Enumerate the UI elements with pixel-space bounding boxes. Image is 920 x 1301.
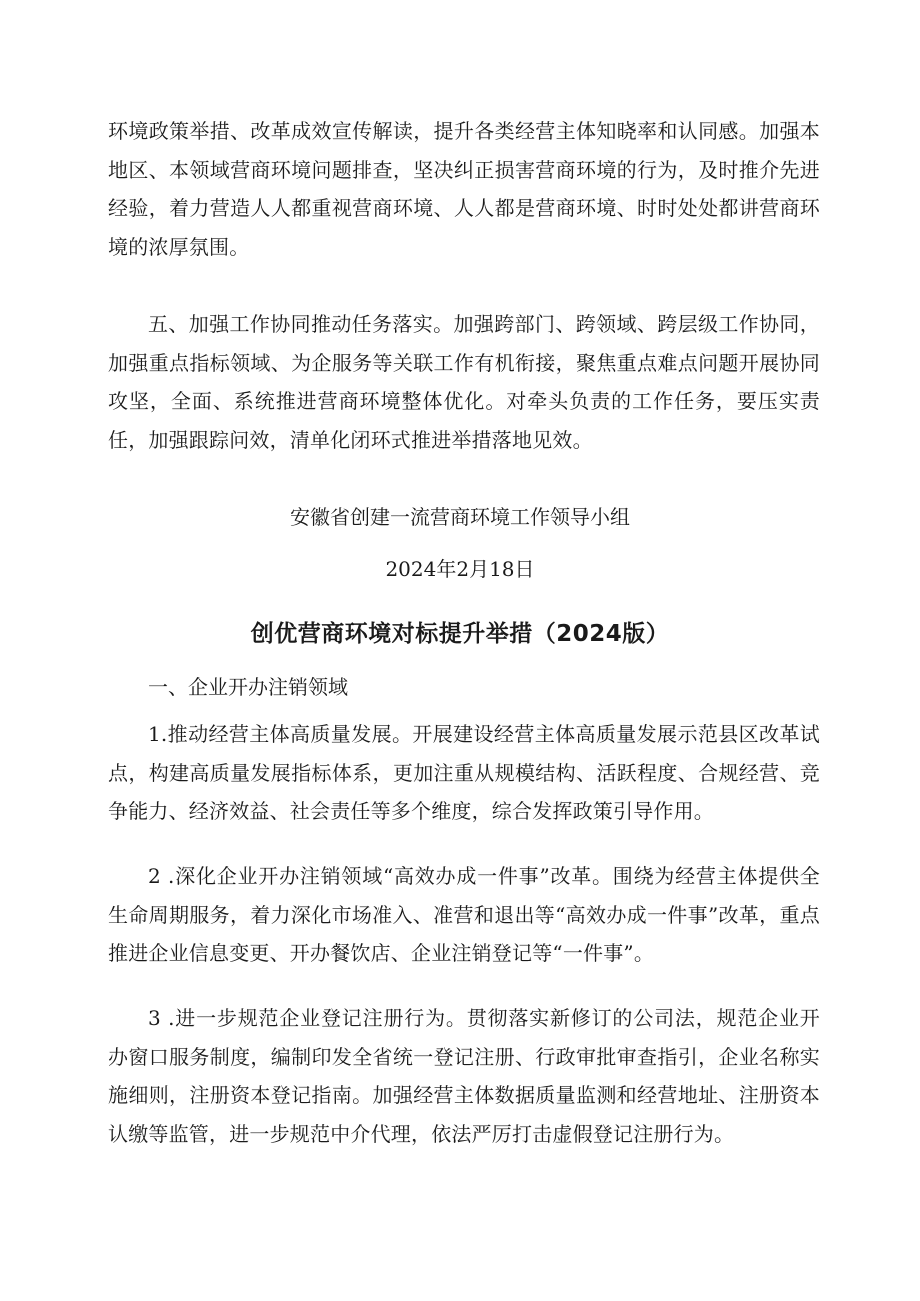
paragraph-continuation: 环境政策举措、改革成效宣传解读，提升各类经营主体知晓率和认同感。加强本地区、本领域营商环境问题排查，坚决纠正损害营商环境的行为，及时推介先进经验，着力营造人人都重视营商环境、人人都是营商环境、时时处处都讲营商环境的浓厚氛围。 (108, 119, 820, 259)
document-title: 创优营商环境对标提升举措（2024版） (250, 621, 670, 647)
signature-issuer: 安徽省创建一流营商环境工作领导小组 (290, 505, 630, 529)
item-1: 1.推动经营主体高质量发展。开展建设经营主体高质量发展示范县区改革试点，构建高质量发展指标体系，更加注重从规模结构、活跃程度、合规经营、竞争能力、经济效益、社会责任等多个维度，综合发挥政策引导作用。 (108, 722, 820, 823)
paragraph-five: 五、加强工作协同推动任务落实。加强跨部门、跨领域、跨层级工作协同，加强重点指标领域、为企服务等关联工作有机衔接，聚焦重点难点问题开展协同攻坚，全面、系统推进营商环境整体优化。对牵头负责的工作任务，要压实责任，加强跟踪问效，清单化闭环式推进举措落地见效。 (108, 312, 820, 452)
signature-date: 2024年2月18日 (385, 557, 535, 581)
item-3: 3 .进一步规范企业登记注册行为。贯彻落实新修订的公司法，规范企业开办窗口服务制度，编制印发全省统一登记注册、行政审批审查指引，企业名称实施细则，注册资本登记指南。加强经营主体数据质量监测和经营地址、注册资本认缴等监管，进一步规范中介代理，依法严厉打击虚假登记注册行为。 (108, 1006, 820, 1146)
section-heading: 一、企业开办注销领域 (148, 675, 348, 699)
item-2: 2 .深化企业开办注销领域“高效办成一件事”改革。围绕为经营主体提供全生命周期服务，着力深化市场准入、准营和退出等“高效办成一件事”改革，重点推进企业信息变更、开办餐饮店、企业注销登记等“一件事”。 (108, 864, 820, 965)
